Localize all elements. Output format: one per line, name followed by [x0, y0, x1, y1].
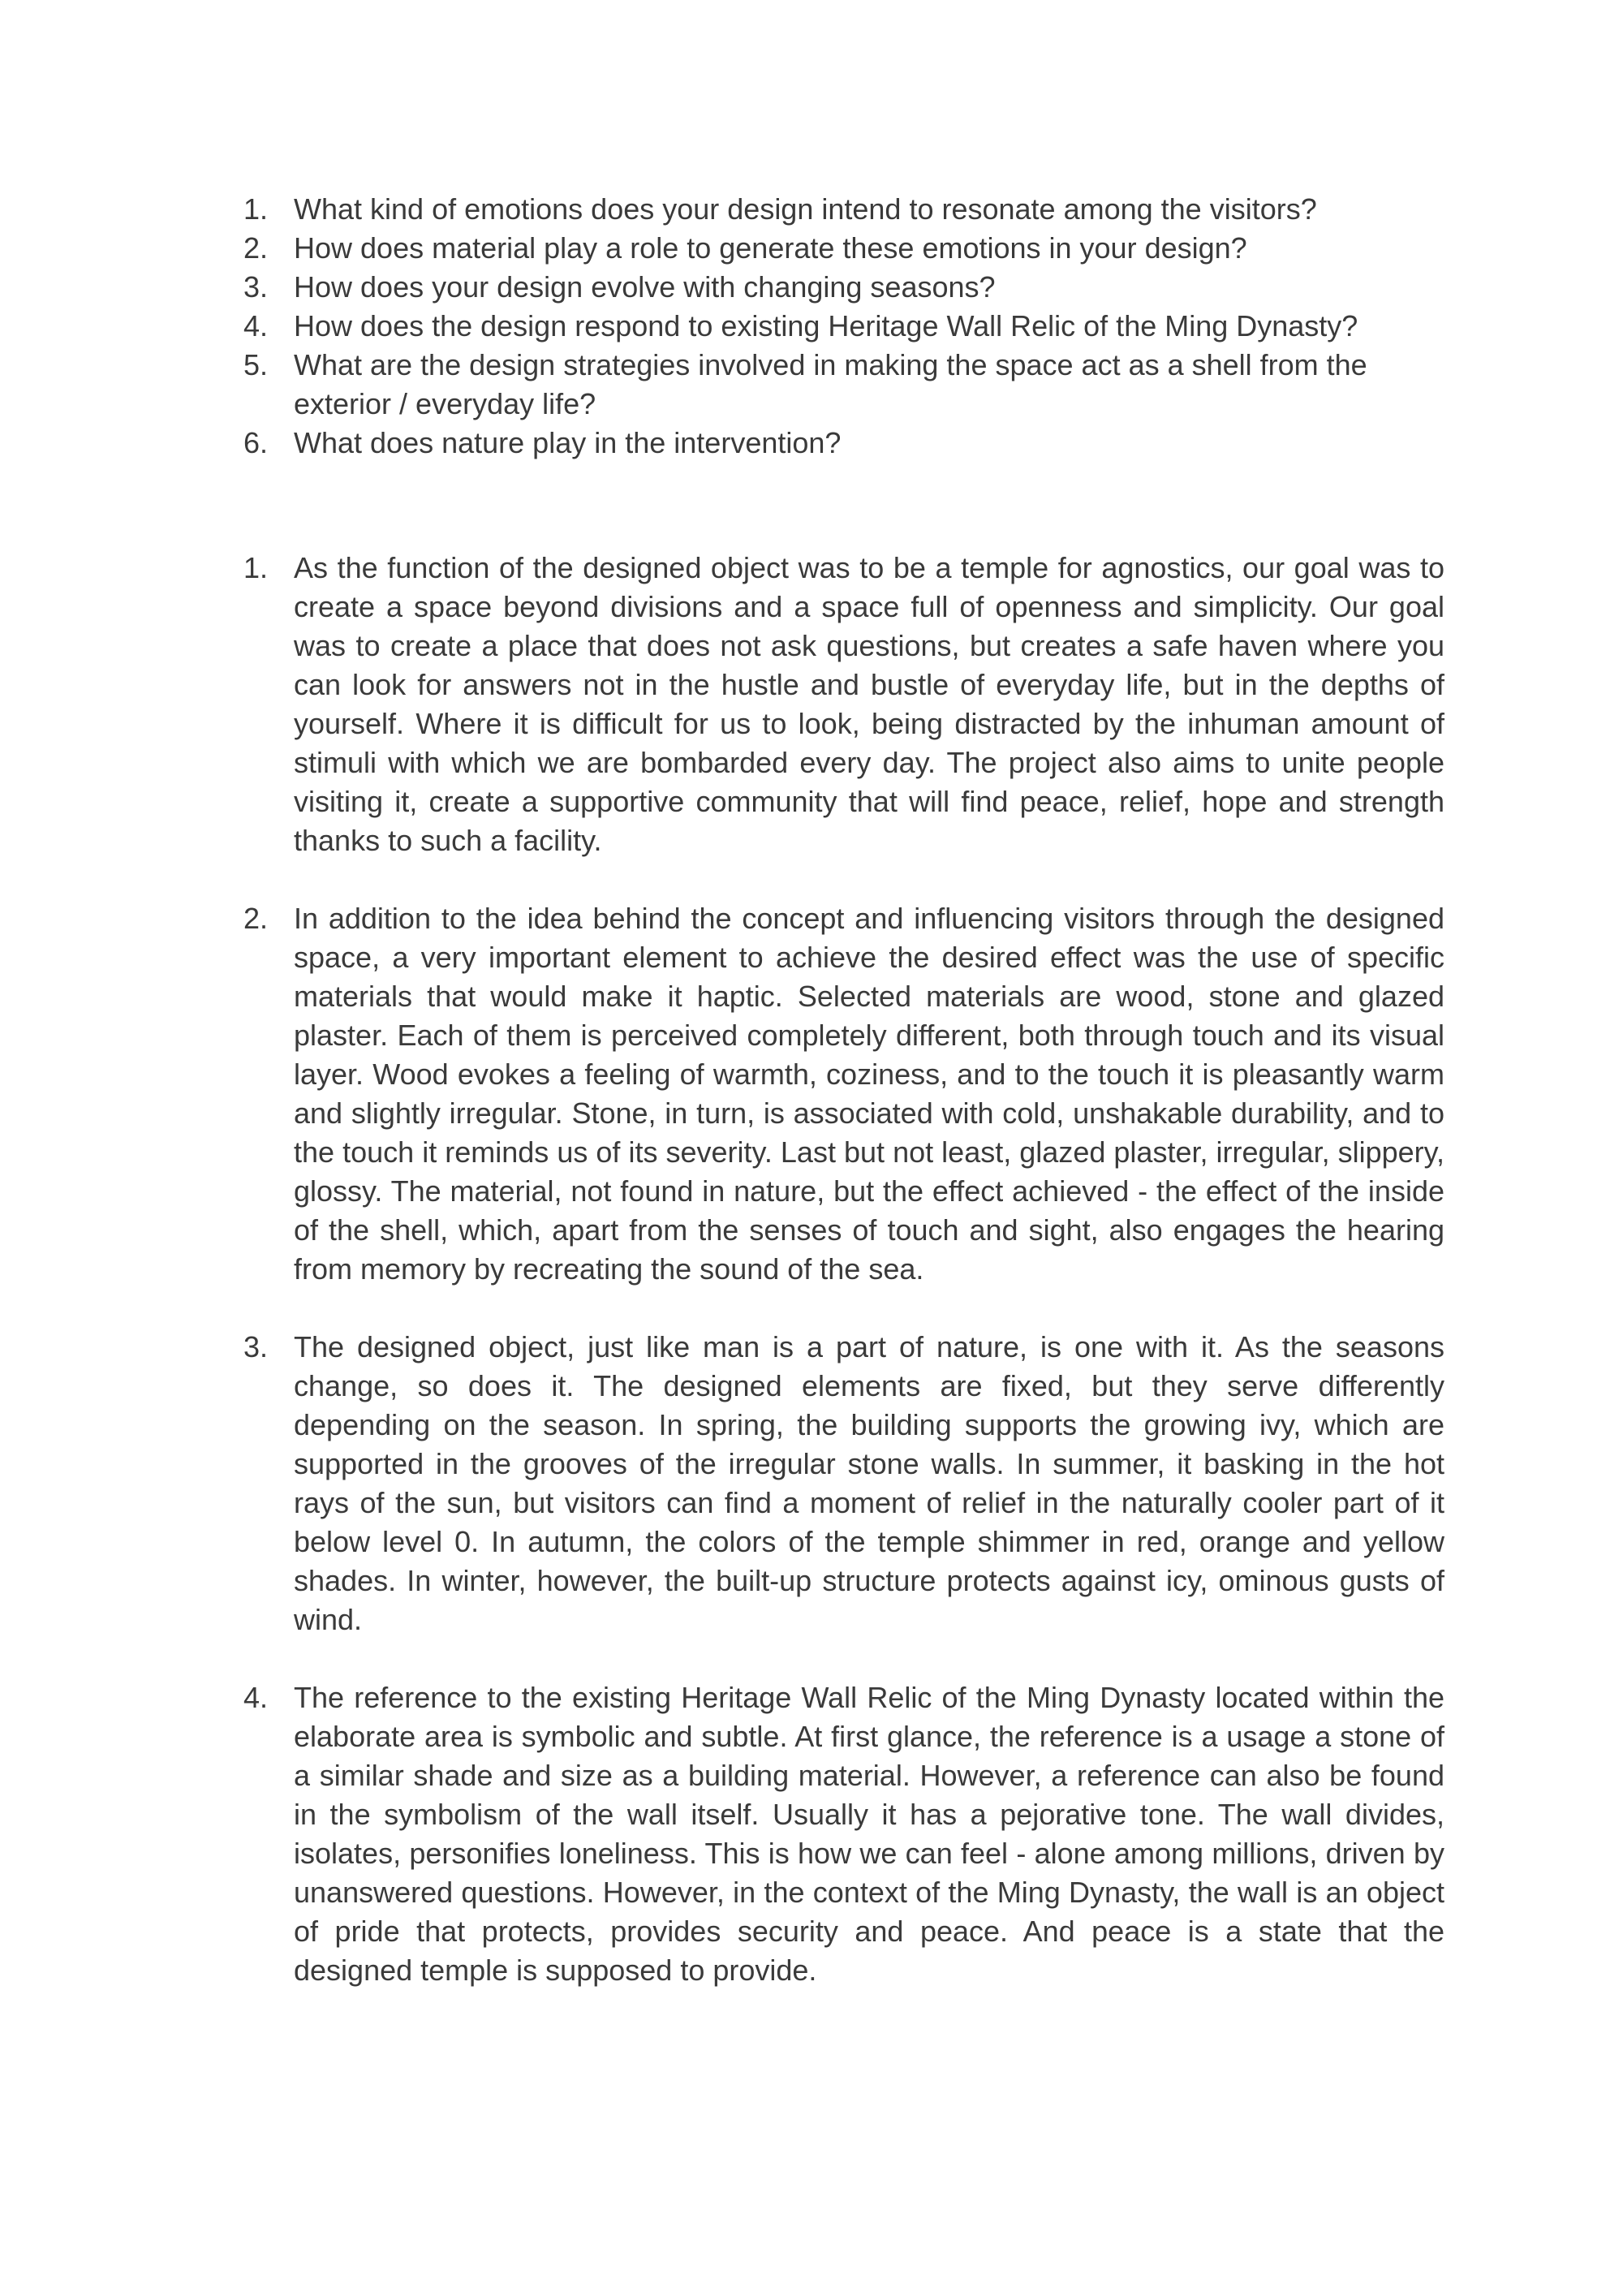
question-item	[243, 307, 1444, 346]
question-number: 4.	[243, 309, 269, 342]
question-text: What does nature play in the intervention?	[294, 426, 842, 459]
question-item	[243, 190, 1444, 229]
answer-item	[243, 899, 1444, 1289]
question-number: 2.	[243, 231, 269, 265]
answer-number: 1.	[243, 551, 269, 584]
answer-number: 3.	[243, 1330, 269, 1363]
question-text: How does your design evolve with changing seasons?	[294, 270, 996, 304]
question-number: 1.	[243, 192, 269, 226]
question-text: How does the design respond to existing Heritage Wall Relic of the Ming Dynasty?	[294, 309, 1358, 342]
answer-item	[243, 1328, 1444, 1639]
question-text: How does material play a role to generate these emotions in your design?	[294, 231, 1247, 265]
answer-number: 4.	[243, 1681, 269, 1714]
question-text: What are the design strategies involved in making the space act as a shell from the exterior / everyday life?	[294, 348, 1367, 420]
question-number: 6.	[243, 426, 269, 459]
questions-list	[243, 190, 1444, 463]
answer-text: In addition to the idea behind the concept and influencing visitors through the designed space, a very important element to achieve the desired effect was the use of specific materials that would make it haptic. Selected materials are wood, stone and glazed plaster. Each of them is perceived completely different, both through touch and its visual layer. Wood evokes a feeling of warmth, coziness, and to the touch it is pleasantly warm and slightly irregular. Stone, in turn, is associated with cold, unshakable durability, and to the touch it reminds us of its severity. Last but not least, glazed plaster, irregular, slippery, glossy. The material, not found in nature, but the effect achieved - the effect of the inside of the shell, which, apart from the senses of touch and sight, also engages the hearing from memory by recreating the sound of the sea.	[294, 902, 1444, 1286]
question-number: 5.	[243, 348, 269, 381]
answers-list	[243, 549, 1444, 1990]
question-item	[243, 229, 1444, 268]
question-text: What kind of emotions does your design intend to resonate among the visitors?	[294, 192, 1317, 226]
answer-number: 2.	[243, 902, 269, 935]
answer-text: The reference to the existing Heritage Wall Relic of the Ming Dynasty located within the elaborate area is symbolic and subtle. At first glance, the reference is a usage a stone of a similar shade and size as a building material. However, a reference can also be found in the symbolism of the wall itself. Usually it has a pejorative tone. The wall divides, isolates, personifies loneliness. This is how we can feel - alone among millions, driven by unanswered questions. However, in the context of the Ming Dynasty, the wall is an object of pride that protects, provides security and peace. And peace is a state that the designed temple is supposed to provide.	[294, 1681, 1444, 1987]
question-item	[243, 268, 1444, 307]
answer-item	[243, 549, 1444, 860]
question-number: 3.	[243, 270, 269, 304]
answer-item	[243, 1678, 1444, 1990]
answer-text: The designed object, just like man is a part of nature, is one with it. As the seasons change, so does it. The designed elements are fixed, but they serve differently depending on the season. In spring, the building supports the growing ivy, which are supported in the grooves of the irregular stone walls. In summer, it basking in the hot rays of the sun, but visitors can find a moment of relief in the naturally cooler part of it below level 0. In autumn, the colors of the temple shimmer in red, orange and yellow shades. In winter, however, the built-up structure protects against icy, ominous gusts of wind.	[294, 1330, 1444, 1636]
answer-text: As the function of the designed object was to be a temple for agnostics, our goal was to create a space beyond divisions and a space full of openness and simplicity. Our goal was to create a place that does not ask questions, but creates a safe haven where you can look for answers not in the hustle and bustle of everyday life, but in the depths of yourself. Where it is difficult for us to look, being distracted by the inhuman amount of stimuli with which we are bombarded every day. The project also aims to unite people visiting it, create a supportive community that will find peace, relief, hope and strength thanks to such a facility.	[294, 551, 1444, 857]
question-item	[243, 424, 1444, 463]
question-item	[243, 346, 1444, 424]
